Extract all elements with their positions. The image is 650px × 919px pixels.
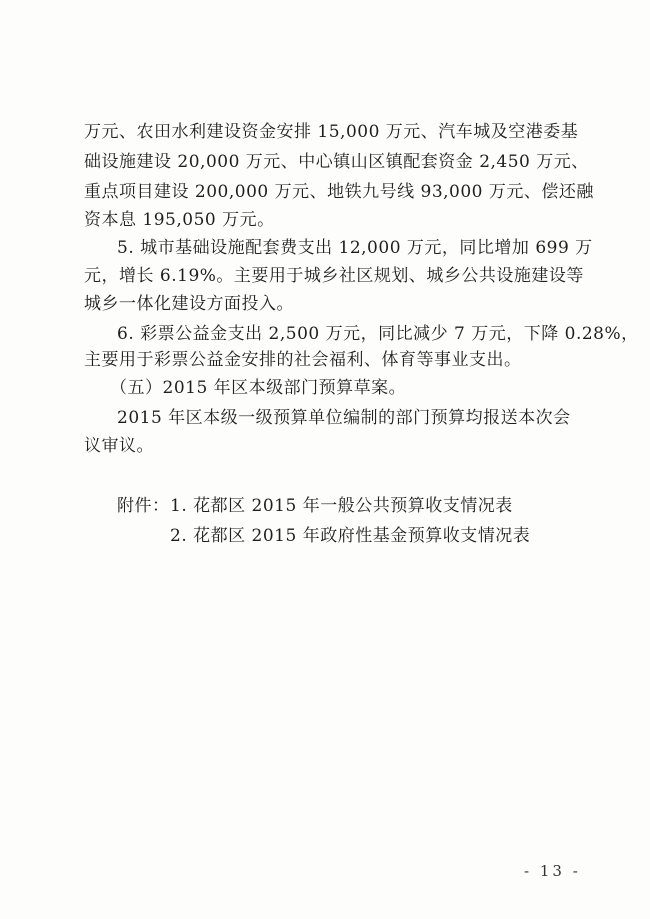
- paragraph-line: 础设施建设 20,000 万元、中心镇山区镇配套资金 2,450 万元、: [84, 152, 589, 172]
- item5-line: 元，增长 6.19%。主要用于城乡社区规划、城乡公共设施建设等: [84, 266, 584, 286]
- item6-line: 6. 彩票公益金支出 2,500 万元，同比减少 7 万元，下降 0.28%，: [117, 324, 639, 344]
- paragraph-line: 重点项目建设 200,000 万元、地铁九号线 93,000 万元、偿还融: [84, 182, 594, 202]
- section-heading: （五）2015 年区本级部门预算草案。: [110, 378, 407, 398]
- section-body-line: 议审议。: [84, 436, 154, 456]
- paragraph-line: 资本息 195,050 万元。: [84, 210, 275, 230]
- item6-line: 主要用于彩票公益金安排的社会福利、体育等事业支出。: [84, 350, 522, 370]
- section-body-line: 2015 年区本级一级预算单位编制的部门预算均报送本次会: [117, 408, 571, 428]
- attachment-item: 2. 花都区 2015 年政府性基金预算收支情况表: [170, 526, 531, 546]
- item5-line: 城乡一体化建设方面投入。: [84, 294, 294, 314]
- attachments-label: 附件：: [117, 496, 170, 516]
- attachment-item: 1. 花都区 2015 年一般公共预算收支情况表: [170, 496, 513, 516]
- item5-line: 5. 城市基础设施配套费支出 12,000 万元，同比增加 699 万: [117, 238, 593, 258]
- paragraph-line: 万元、农田水利建设资金安排 15,000 万元、汽车城及空港委基: [84, 122, 579, 142]
- page-number: - 13 -: [524, 862, 581, 880]
